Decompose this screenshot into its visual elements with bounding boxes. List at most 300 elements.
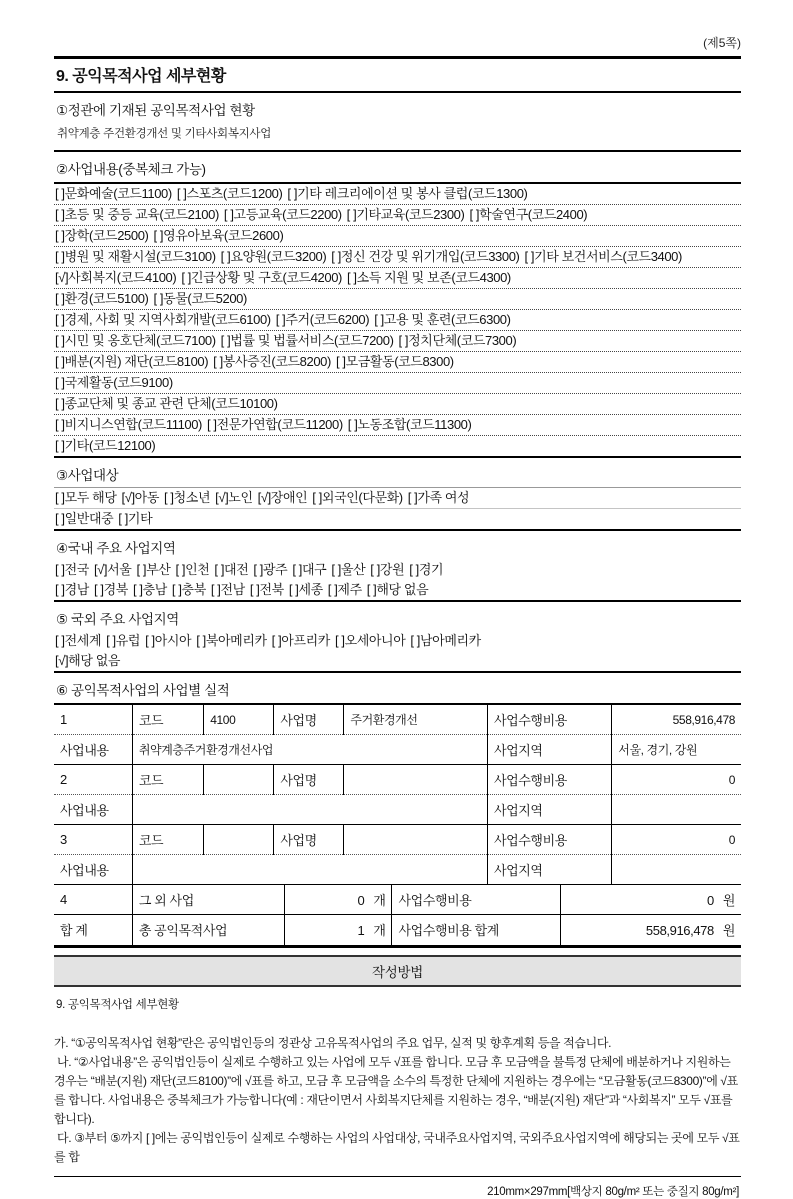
checkbox-unchecked[interactable]: [ ] <box>153 228 164 243</box>
project-1-region-value[interactable]: 서울, 경기, 강원 <box>612 735 741 765</box>
checkbox-item[interactable] <box>272 633 330 648</box>
checkbox-item[interactable] <box>106 633 140 648</box>
checkbox-label: 경남 <box>64 582 89 597</box>
total-row-count[interactable] <box>285 915 392 945</box>
form-page <box>54 0 741 1199</box>
checkbox-unchecked[interactable]: [ ] <box>210 582 221 597</box>
checkbox-unchecked[interactable]: [ ] <box>181 270 191 285</box>
checkbox-item[interactable] <box>175 562 209 577</box>
instructions-subtitle: 9. 공익목적사업 세부현황 <box>56 998 179 1011</box>
section2-header: ②사업내용(중복체크 가능) <box>54 152 741 184</box>
page-title: 9. 공익목적사업 세부현황 <box>54 56 741 93</box>
checkbox-label: 경기 <box>418 562 444 577</box>
checkbox-unchecked[interactable]: [ ] <box>132 582 143 597</box>
checkbox-unchecked[interactable]: [ ] <box>346 270 357 285</box>
checkbox-unchecked[interactable]: [ ] <box>249 582 260 597</box>
checkbox-unchecked[interactable]: [ ] <box>164 490 174 505</box>
checkbox-unchecked[interactable]: [ ] <box>370 562 380 577</box>
checkbox-unchecked[interactable]: [ ] <box>410 633 421 648</box>
checkbox-row <box>54 225 741 246</box>
checkbox-item[interactable] <box>55 417 202 432</box>
checkbox-item[interactable] <box>408 490 470 505</box>
total-cost-label: 사업수행비용 합계 <box>392 915 560 945</box>
checkbox-label: 전국 <box>64 562 89 577</box>
checkbox-label: 서울 <box>107 562 132 577</box>
checkbox-label: 스포츠(코드1200) <box>186 186 283 201</box>
checkbox-label: 동물(코드5200) <box>163 291 247 306</box>
project-3-no: 3 <box>54 825 132 855</box>
checkbox-label: 요양원(코드3200) <box>230 249 327 264</box>
checkbox-item[interactable] <box>276 312 369 327</box>
checkbox-unchecked[interactable]: [ ] <box>287 186 298 201</box>
checkbox-item[interactable] <box>55 396 278 411</box>
instruction-item: 나. “②사업내용”은 공익법인등이 실제로 수행하고 있는 사업에 모두 √표를 합니다. 모금 후 모금액을 불특정 단체에 배분하거나 지원하는 경우는 “배분(지원) 재단(코드8100)”에 √표를 하고, 모금 후 모금액을 소수의 특정한 단체에 지원하는 경우에는 “모금활동(코드8300)”에 √표를 합니다. 사업내용은 중복체크가 가능합니다(예 : 재단이면서 사회복지단체를 지원하는 경우, “배분(지원) 재단”과 “사회복지” 모두 √표를 합니다). <box>54 1054 738 1126</box>
section-overseas-region <box>54 602 741 673</box>
instructions-paragraphs <box>54 1034 741 1167</box>
section3-header: ③사업대상 <box>54 458 741 488</box>
checkbox-item[interactable] <box>133 582 167 597</box>
checkbox-label: 일반대중 <box>64 511 114 526</box>
checkbox-item[interactable] <box>469 207 587 222</box>
project-3-name-value[interactable] <box>344 825 488 855</box>
section6-header: ⑥ 공익목적사업의 사업별 실적 <box>56 683 230 698</box>
checkbox-item[interactable] <box>312 490 402 505</box>
checkbox-item[interactable] <box>335 633 405 648</box>
checkbox-item[interactable] <box>164 490 210 505</box>
business-target-checkbox-group <box>54 488 741 529</box>
other-cost-value: 0 <box>706 893 714 908</box>
table-row <box>54 855 741 885</box>
checkbox-item[interactable] <box>55 633 101 648</box>
checkbox-row <box>54 488 741 508</box>
table-row <box>54 735 741 765</box>
checkbox-item[interactable] <box>224 207 342 222</box>
checkbox-item[interactable] <box>253 562 287 577</box>
checkbox-item[interactable] <box>55 291 148 306</box>
checkbox-label: 대전 <box>224 562 249 577</box>
checkbox-label: 비지니스연합(코드11100) <box>64 417 202 432</box>
checkbox-label: 정치단체(코드7300) <box>408 333 517 348</box>
count-unit: 개 <box>373 923 386 939</box>
checkbox-item[interactable] <box>181 270 342 285</box>
checkbox-unchecked[interactable]: [ ] <box>171 582 182 597</box>
checkbox-unchecked[interactable]: [ ] <box>55 633 65 648</box>
checkbox-item[interactable] <box>94 562 132 577</box>
checkbox-row <box>54 204 741 225</box>
checkbox-item[interactable] <box>153 228 283 243</box>
other-row-count[interactable] <box>285 885 392 915</box>
checkbox-label: 주거(코드6200) <box>285 312 370 327</box>
checkbox-row <box>54 184 741 204</box>
checkbox-item[interactable] <box>55 186 172 201</box>
project-2-cost-value[interactable]: 0 <box>612 765 741 795</box>
checkbox-label: 기타 레크리에이션 및 봉사 클럽(코드1300) <box>297 186 528 201</box>
checkbox-row <box>54 393 741 414</box>
checkbox-label: 모금활동(코드8300) <box>345 354 454 369</box>
checkbox-checked[interactable]: [√] <box>93 562 108 577</box>
checkbox-unchecked[interactable]: [ ] <box>206 417 217 432</box>
checkbox-label: 환경(코드5100) <box>64 291 149 306</box>
checkbox-unchecked[interactable]: [ ] <box>196 633 206 648</box>
checkbox-label: 노인 <box>228 490 253 505</box>
checkbox-row <box>54 246 741 267</box>
checkbox-item[interactable] <box>55 511 113 526</box>
checkbox-label: 전북 <box>259 582 284 597</box>
checkbox-row <box>54 288 741 309</box>
paper-size-footer: 210mm×297mm[백상지 80g/m² 또는 중질지 80g/m²] <box>54 1176 741 1199</box>
checkbox-label: 학술연구(코드2400) <box>479 207 588 222</box>
checkbox-item[interactable] <box>196 633 266 648</box>
checkbox-unchecked[interactable]: [ ] <box>374 312 384 327</box>
checkbox-label: 세종 <box>298 582 323 597</box>
checkbox-unchecked[interactable]: [ ] <box>409 562 419 577</box>
checkbox-item[interactable] <box>221 249 327 264</box>
project-3-code-value[interactable] <box>204 825 274 855</box>
projects-table <box>54 703 741 884</box>
other-row-no: 4 <box>60 892 67 907</box>
checkbox-checked[interactable]: [√] <box>121 490 135 505</box>
checkbox-label: 기타(코드12100) <box>64 438 156 453</box>
checkbox-unchecked[interactable]: [ ] <box>331 562 341 577</box>
other-count-value: 0 <box>357 893 365 908</box>
table-row <box>54 825 741 855</box>
checkbox-label: 충북 <box>181 582 206 597</box>
checkbox-label: 충남 <box>142 582 167 597</box>
project-3-content-value[interactable] <box>132 855 487 885</box>
checkbox-unchecked[interactable]: [ ] <box>55 438 65 453</box>
checkbox-label: 아동 <box>134 490 159 505</box>
section4-header: ④국내 주요 사업지역 <box>56 541 176 556</box>
checkbox-label: 대구 <box>301 562 327 577</box>
section1-header: ①정관에 기재된 공익목적사업 현황 <box>56 103 255 118</box>
section-business-target <box>54 458 741 531</box>
total-count-value: 1 <box>357 923 365 939</box>
checkbox-label: 아시아 <box>154 633 192 648</box>
checkbox-unchecked[interactable]: [ ] <box>407 490 418 505</box>
checkbox-label: 가족 여성 <box>417 490 470 505</box>
table-row <box>54 765 741 795</box>
checkbox-item[interactable] <box>289 582 323 597</box>
checkbox-unchecked[interactable]: [ ] <box>55 249 65 264</box>
checkbox-item[interactable] <box>207 417 343 432</box>
checkbox-label: 시민 및 옹호단체(코드7100) <box>64 333 216 348</box>
checkbox-item[interactable] <box>55 249 216 264</box>
total-row-label: 총 공익목적사업 <box>132 915 285 945</box>
checkbox-label: 문화예술(코드1100) <box>64 186 172 201</box>
checkbox-item[interactable] <box>331 562 365 577</box>
checkbox-item[interactable] <box>172 582 206 597</box>
checkbox-label: 장애인 <box>270 490 308 505</box>
checkbox-item[interactable] <box>221 333 394 348</box>
checkbox-label: 정신 건강 및 위기개입(코드3300) <box>340 249 520 264</box>
checkbox-unchecked[interactable]: [ ] <box>312 490 322 505</box>
checkbox-label: 유럽 <box>115 633 141 648</box>
checkbox-unchecked[interactable]: [ ] <box>220 249 231 264</box>
checkbox-label: 배분(지원) 재단(코드8100) <box>64 354 209 369</box>
checkbox-unchecked[interactable]: [ ] <box>469 207 480 222</box>
checkbox-label: 광주 <box>263 562 288 577</box>
checkbox-item[interactable] <box>374 312 510 327</box>
checkbox-checked[interactable]: [√] <box>215 490 229 505</box>
checkbox-label: 노동조합(코드11300) <box>357 417 472 432</box>
checkbox-unchecked[interactable]: [ ] <box>524 249 535 264</box>
project-1-code-value[interactable]: 4100 <box>204 704 274 735</box>
checkbox-label: 긴급상황 및 구호(코드4200) <box>190 270 342 285</box>
checkbox-unchecked[interactable]: [ ] <box>118 511 128 526</box>
checkbox-unchecked[interactable]: [ ] <box>153 291 164 306</box>
checkbox-unchecked[interactable]: [ ] <box>55 354 65 369</box>
checkbox-unchecked[interactable]: [ ] <box>213 354 223 369</box>
checkbox-item[interactable] <box>55 375 173 390</box>
checkbox-unchecked[interactable]: [ ] <box>271 633 282 648</box>
total-row-cost[interactable] <box>560 915 741 945</box>
name-label: 사업명 <box>274 825 344 855</box>
project-1-cost-value[interactable]: 558,916,478 <box>612 704 741 735</box>
checkbox-label: 아프리카 <box>281 633 330 648</box>
checkbox-label: 외국인(다문화) <box>321 490 403 505</box>
checkbox-item[interactable] <box>409 562 443 577</box>
checkbox-unchecked[interactable]: [ ] <box>331 249 341 264</box>
other-row-label: 그 외 사업 <box>132 885 285 915</box>
code-label: 코드 <box>132 765 203 795</box>
checkbox-row <box>54 580 741 600</box>
checkbox-item[interactable] <box>287 186 527 201</box>
checkbox-unchecked[interactable]: [ ] <box>145 633 155 648</box>
checkbox-row <box>54 508 741 529</box>
checkbox-unchecked[interactable]: [ ] <box>176 186 187 201</box>
table-row <box>54 795 741 825</box>
checkbox-unchecked[interactable]: [ ] <box>55 490 65 505</box>
project-2-code-value[interactable] <box>204 765 274 795</box>
checkbox-item[interactable] <box>336 354 454 369</box>
checkbox-unchecked[interactable]: [ ] <box>55 228 65 243</box>
checkbox-label: 초등 및 중등 교육(코드2100) <box>64 207 219 222</box>
checkbox-label: 부산 <box>146 562 171 577</box>
section-business-content <box>54 152 741 458</box>
total-cost-value: 558,916,478 <box>645 923 714 939</box>
cost-unit: 원 <box>722 923 735 939</box>
totals-table <box>54 884 741 945</box>
checkbox-unchecked[interactable]: [ ] <box>292 562 302 577</box>
checkbox-label: 기타 <box>127 511 153 526</box>
other-row-cost[interactable] <box>560 885 741 915</box>
checkbox-label: 오세아니아 <box>344 633 406 648</box>
instructions-bar: 작성방법 <box>54 955 741 987</box>
checkbox-checked[interactable]: [√] <box>55 653 69 668</box>
total-row-no: 합 계 <box>54 915 132 945</box>
checkbox-item[interactable] <box>328 582 362 597</box>
checkbox-row <box>54 267 741 288</box>
checkbox-label: 청소년 <box>173 490 211 505</box>
checkbox-item[interactable] <box>118 511 152 526</box>
checkbox-item[interactable] <box>399 333 517 348</box>
checkbox-row <box>54 560 741 580</box>
checkbox-item[interactable] <box>55 354 208 369</box>
checkbox-label: 경북 <box>103 582 128 597</box>
checkbox-checked[interactable]: [√] <box>55 270 69 285</box>
checkbox-unchecked[interactable]: [ ] <box>334 633 345 648</box>
checkbox-item[interactable] <box>347 207 465 222</box>
checkbox-unchecked[interactable]: [ ] <box>398 333 409 348</box>
checkbox-unchecked[interactable]: [ ] <box>55 511 65 526</box>
checkbox-unchecked[interactable]: [ ] <box>275 312 286 327</box>
business-results-table <box>54 703 741 948</box>
instruction-item: 다. ③부터 ⑤까지 [ ]에는 공익법인등이 실제로 수행하는 사업의 사업대상, 국내주요사업지역, 국외주요사업지역에 해당되는 곳에 모두 √표를 합 <box>54 1130 740 1164</box>
checkbox-item[interactable] <box>55 207 219 222</box>
checkbox-unchecked[interactable]: [ ] <box>55 417 65 432</box>
checkbox-unchecked[interactable]: [ ] <box>346 207 357 222</box>
checkbox-label: 전문가연합(코드11200) <box>216 417 343 432</box>
checkbox-item[interactable] <box>55 228 148 243</box>
checkbox-item[interactable] <box>524 249 681 264</box>
checkbox-unchecked[interactable]: [ ] <box>55 582 65 597</box>
business-content-checkbox-group <box>54 184 741 456</box>
checkbox-label: 남아메리카 <box>420 633 481 648</box>
checkbox-checked[interactable]: [√] <box>257 490 271 505</box>
checkbox-item[interactable] <box>250 582 284 597</box>
instruction-item: 가. “①공익목적사업 현황”란은 공익법인등의 정관상 고유목적사업의 주요 업무, 실적 및 향후계획 등을 적습니다. <box>54 1035 612 1050</box>
project-1-name-value[interactable]: 주거환경개선 <box>344 704 488 735</box>
checkbox-unchecked[interactable]: [ ] <box>335 354 346 369</box>
checkbox-item[interactable] <box>348 417 472 432</box>
project-1-no: 1 <box>60 712 67 727</box>
checkbox-label: 북아메리카 <box>205 633 267 648</box>
checkbox-row <box>54 351 741 372</box>
checkbox-label: 고등교육(코드2200) <box>233 207 342 222</box>
checkbox-unchecked[interactable]: [ ] <box>55 562 65 577</box>
checkbox-item[interactable] <box>136 562 170 577</box>
checkbox-item[interactable] <box>55 438 155 453</box>
checkbox-item[interactable] <box>94 582 128 597</box>
project-3-region-value[interactable] <box>612 855 741 885</box>
checkbox-label: 기타교육(코드2300) <box>356 207 465 222</box>
checkbox-row <box>54 631 741 651</box>
checkbox-item[interactable] <box>214 562 248 577</box>
checkbox-item[interactable] <box>258 490 308 505</box>
checkbox-item[interactable] <box>370 562 404 577</box>
checkbox-item[interactable] <box>55 312 271 327</box>
checkbox-unchecked[interactable]: [ ] <box>55 375 65 390</box>
checkbox-unchecked[interactable]: [ ] <box>327 582 338 597</box>
checkbox-row <box>54 330 741 351</box>
cost-label: 사업수행비용 <box>487 704 611 735</box>
checkbox-label: 전세계 <box>64 633 102 648</box>
checkbox-label: 국제활동(코드9100) <box>64 375 173 390</box>
region-label: 사업지역 <box>487 855 611 885</box>
checkbox-item[interactable] <box>367 582 429 597</box>
checkbox-label: 해당 없음 <box>376 582 429 597</box>
project-3-cost-value[interactable]: 0 <box>612 825 741 855</box>
cost-unit: 원 <box>722 893 735 908</box>
checkbox-item[interactable] <box>122 490 160 505</box>
checkbox-row <box>54 414 741 435</box>
domestic-region-checkbox-group <box>54 560 741 600</box>
checkbox-label: 영유아보육(코드2600) <box>163 228 284 243</box>
checkbox-item[interactable] <box>153 291 246 306</box>
checkbox-label: 법률 및 법률서비스(코드7200) <box>230 333 394 348</box>
checkbox-label: 장학(코드2500) <box>64 228 149 243</box>
checkbox-unchecked[interactable]: [ ] <box>347 417 358 432</box>
checkbox-item[interactable] <box>410 633 480 648</box>
checkbox-unchecked[interactable]: [ ] <box>55 207 65 222</box>
checkbox-label: 해당 없음 <box>68 653 121 668</box>
checkbox-item[interactable] <box>215 490 253 505</box>
table-row <box>54 885 741 915</box>
checkbox-label: 경제, 사회 및 지역사회개발(코드6100) <box>64 312 271 327</box>
section5-header: ⑤ 국외 주요 사업지역 <box>56 612 179 627</box>
checkbox-label: 봉사증진(코드8200) <box>222 354 331 369</box>
checkbox-unchecked[interactable]: [ ] <box>253 562 264 577</box>
checkbox-item[interactable] <box>55 582 89 597</box>
checkbox-item[interactable] <box>55 562 89 577</box>
checkbox-unchecked[interactable]: [ ] <box>288 582 299 597</box>
project-2-region-value[interactable] <box>612 795 741 825</box>
checkbox-unchecked[interactable]: [ ] <box>214 562 225 577</box>
checkbox-item[interactable] <box>145 633 191 648</box>
section-domestic-region <box>54 531 741 602</box>
checkbox-unchecked[interactable]: [ ] <box>55 396 65 411</box>
checkbox-label: 종교단체 및 종교 관련 단체(코드10100) <box>64 396 278 411</box>
page-number-label: (제5쪽) <box>703 36 741 50</box>
checkbox-unchecked[interactable]: [ ] <box>55 333 65 348</box>
checkbox-unchecked[interactable]: [ ] <box>55 312 65 327</box>
checkbox-item[interactable] <box>211 582 245 597</box>
checkbox-item[interactable] <box>55 490 117 505</box>
checkbox-item[interactable] <box>331 249 519 264</box>
checkbox-label: 기타 보건서비스(코드3400) <box>534 249 682 264</box>
checkbox-item[interactable] <box>347 270 511 285</box>
checkbox-unchecked[interactable]: [ ] <box>175 562 186 577</box>
table-row <box>54 915 741 945</box>
checkbox-row <box>54 372 741 393</box>
checkbox-label: 고용 및 훈련(코드6300) <box>383 312 511 327</box>
checkbox-item[interactable] <box>177 186 283 201</box>
checkbox-unchecked[interactable]: [ ] <box>55 186 65 201</box>
code-label: 코드 <box>132 704 203 735</box>
region-label: 사업지역 <box>487 795 611 825</box>
checkbox-unchecked[interactable]: [ ] <box>93 582 104 597</box>
count-unit: 개 <box>373 893 386 908</box>
project-2-no: 2 <box>54 765 132 795</box>
checkbox-unchecked[interactable]: [ ] <box>136 562 147 577</box>
checkbox-label: 병원 및 재활시설(코드3100) <box>64 249 216 264</box>
checkbox-row <box>54 435 741 456</box>
checkbox-item[interactable] <box>55 270 176 285</box>
name-label: 사업명 <box>274 765 344 795</box>
project-1-content-value[interactable]: 취약계층주거환경개선사업 <box>132 735 487 765</box>
checkbox-item[interactable] <box>55 653 120 668</box>
checkbox-item[interactable] <box>55 333 216 348</box>
checkbox-label: 모두 해당 <box>64 490 117 505</box>
checkbox-item[interactable] <box>213 354 331 369</box>
section1-value[interactable]: 취약계층 주건환경개선 및 기타사회복지사업 <box>57 128 272 140</box>
cost-label: 사업수행비용 <box>392 885 560 915</box>
content-label: 사업내용 <box>54 795 132 825</box>
name-label: 사업명 <box>274 704 344 735</box>
checkbox-unchecked[interactable]: [ ] <box>220 333 231 348</box>
project-2-name-value[interactable] <box>344 765 488 795</box>
checkbox-unchecked[interactable]: [ ] <box>223 207 234 222</box>
overseas-region-checkbox-group <box>54 631 741 671</box>
checkbox-label: 강원 <box>379 562 405 577</box>
project-2-content-value[interactable] <box>132 795 487 825</box>
checkbox-label: 사회복지(코드4100) <box>68 270 177 285</box>
checkbox-unchecked[interactable]: [ ] <box>366 582 377 597</box>
checkbox-unchecked[interactable]: [ ] <box>55 291 65 306</box>
content-label: 사업내용 <box>54 735 132 765</box>
checkbox-unchecked[interactable]: [ ] <box>106 633 116 648</box>
checkbox-item[interactable] <box>292 562 326 577</box>
